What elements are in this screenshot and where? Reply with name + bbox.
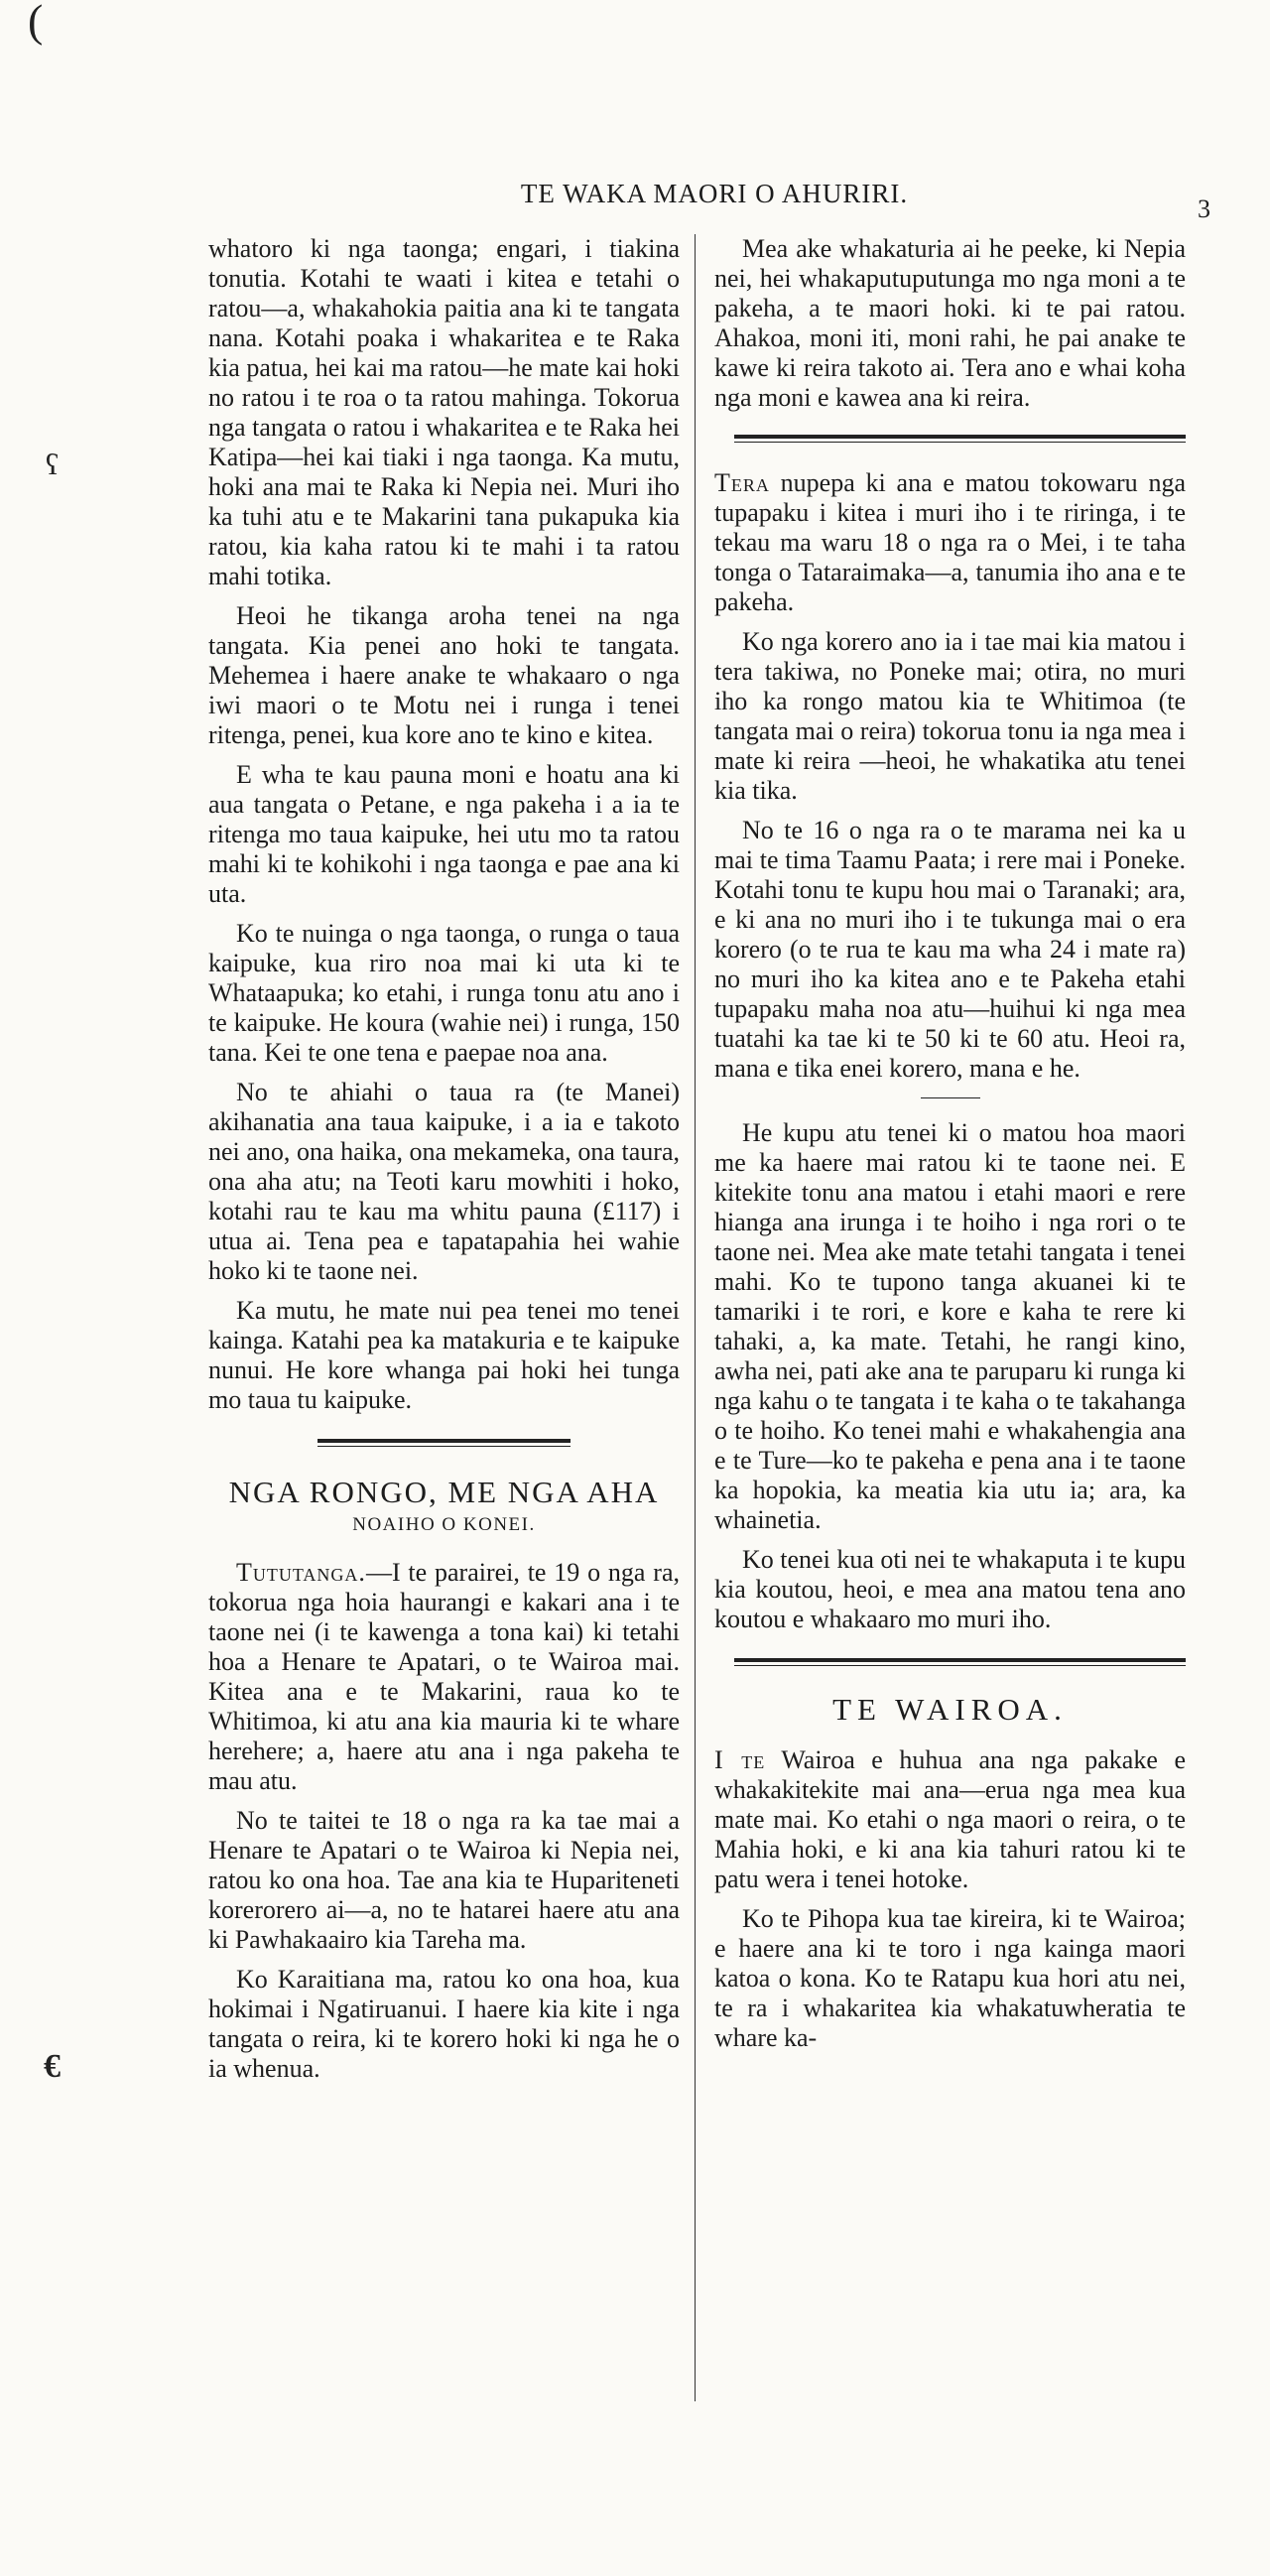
news-text: nupepa ki ana e matou tokowaru nga tupapaku i kitea i muri iho i te riringa, i te tekau ma waru 18 o nga ra o Mei, i te taha tonga o Tataraimaka—a, tanumia iho ana e te pakeha. bbox=[714, 468, 1186, 616]
news-item bbox=[714, 468, 1186, 617]
paragraph: Ko nga korero ano ia i tae mai kia matou i tera takiwa, no Poneke mai; otira, no muri iho ka rongo matou kia te Whitimoa (te tangata mai o reira) tokorua tonu ia nga mea i mate ki reira —heoi, he whakatika atu tenei kia tika. bbox=[714, 627, 1186, 805]
paragraph: Ko Karaitiana ma, ratou ko ona hoa, kua hokimai i Ngatiruanui. I haere kia kite i nga tangata o reira, ki te korero hoki ki nga he o ia whenua. bbox=[208, 1965, 680, 2083]
section-subtitle: NOAIHO O KONEI. bbox=[352, 1514, 536, 1535]
paragraph: Mea ake whakaturia ai he peeke, ki Nepia nei, hei whakaputuputunga mo nga moni a te pakeha, a te maori hoki. ki te pai ratou. Ahakoa, moni iti, moni rahi, he pai anake te kawe ki reira takoto ai. Tera ano e whai koha nga moni e kawea ana ki reira. bbox=[714, 234, 1186, 412]
section-rule bbox=[734, 435, 1186, 443]
margin-mark-bottom: € bbox=[44, 2048, 61, 2085]
margin-mark-top: ( bbox=[28, 0, 44, 46]
column-divider bbox=[695, 234, 696, 2401]
short-rule bbox=[921, 1097, 980, 1098]
lead-word: Tututanga. bbox=[236, 1558, 366, 1587]
running-head bbox=[208, 179, 1220, 222]
news-item bbox=[714, 1745, 1186, 1894]
paragraph: He kupu atu tenei ki o matou hoa maori me ka haere mai ratou ki te taone nei. E kitekite tonu ana matou i etahi maori e rere hianga ana irunga i te hoiho i nga rori o te taone nei. Mea ake mate tetahi tangata i tenei mahi. Ko te tupono tanga akuanei ki te tamariki i te rori, e kore e kaha te rere ki tahaki, a, ka mate. Tetahi, he rangi kino, awha nei, pati ake ana te paruparu ki runga ki nga kahu o te tangata i te kaha o te takahanga o te hoiho. Ko tenei mahi e whakahengia ana e te Ture—ko te pakeha e pena ana i te taone ka hopokia, ka meatia kia utu ia; ara, ka whainetia. bbox=[714, 1118, 1186, 1534]
section-rule bbox=[734, 1658, 1186, 1666]
lead-word: I te bbox=[714, 1745, 766, 1774]
lead-word: Tera bbox=[714, 468, 770, 497]
left-column bbox=[208, 234, 680, 2094]
section-title: NGA RONGO, ME NGA AHA bbox=[228, 1475, 660, 1509]
paragraph: Ko tenei kua oti nei te whakaputa i te kupu kia koutou, heoi, e mea ana matou tena ano koutou e whakaaro mo muri iho. bbox=[714, 1545, 1186, 1633]
page-title: TE WAKA MAORI O AHURIRI. bbox=[520, 179, 909, 208]
news-item bbox=[208, 1558, 680, 1796]
paragraph: E wha te kau pauna moni e hoatu ana ki aua tangata o Petane, e nga pakeha i a ia te ritenga mo taua kaipuke, hei utu mo ta ratou mahi ki te kohikohi i nga taonga e pae ana ki uta. bbox=[208, 760, 680, 908]
page-number: 3 bbox=[1198, 194, 1210, 223]
paragraph: No te taitei te 18 o nga ra ka tae mai a Henare te Apatari o te Wairoa ki Nepia nei, ratou ko ona hoa. Tae ana kia te Hupariteneti korerorero ai—a, no te hatarei haere atu ana ki Pawhakaairo kia Tareha ma. bbox=[208, 1806, 680, 1954]
section-title: TE WAIROA. bbox=[832, 1692, 1068, 1727]
paragraph: Ka mutu, he mate nui pea tenei mo tenei kainga. Katahi pea ka matakuria e te kaipuke nunui. He kore whanga pai hoki hei tunga mo taua tu kaipuke. bbox=[208, 1296, 680, 1414]
news-text: Wairoa e huhua ana nga pakake e whakakitekite mai ana—erua nga mea kua mate mai. Ko etahi o nga maori o reira, o te Mahia hoki, e ki ana kia tahuri ratou ki te patu wera i tenei hotoke. bbox=[714, 1745, 1186, 1893]
news-text: —I te parairei, te 19 o nga ra, tokorua nga hoia haurangi e kakari ana i te taone nei (i te kawenga a tona kai) ki tetahi hoa a Henare te Apatari, o te Wairoa mai. Kitea ana e te Makarini, raua ko te Whitimoa, ki atu ana kia mauria ki te whare herehere; a, haere atu ana i nga pakeha te mau atu. bbox=[208, 1558, 680, 1795]
paragraph: whatoro ki nga taonga; engari, i tiakina tonutia. Kotahi te waati i kitea e tetahi o ratou—a, whakahokia paitia ana ki te tangata nana. Kotahi poaka i whakaritea e te Raka kia patua, hei kai ma ratou—he mate kai hoki no ratou i te roa o ta ratou mahinga. Tokorua nga tangata o ratou i whakaritea e te Raka hei Katipa—hei kai tiaki i nga taonga. Ka mutu, hoki ana mai te Raka ki Nepia nei. Muri iho ka tuhi atu e te Makarini tana pukapuka kia ratou, kia kaha ratou ki te mahi i ta ratou mahi totika. bbox=[208, 234, 680, 590]
paragraph: No te ahiahi o taua ra (te Manei) akihanatia ana taua kaipuke, i a ia e takoto nei ano, ona haika, ona mekameka, ona taura, ona aha atu; na Teoti karu mowhiti i hoko, kotahi rau te kau ma whitu pauna (£117) i utua ai. Tena pea e tapatapahia hei wahie hoko ki te taone nei. bbox=[208, 1078, 680, 1285]
section-rule bbox=[318, 1439, 571, 1447]
paragraph: Ko te nuinga o nga taonga, o runga o taua kaipuke, kua riro noa mai ki uta ki te Whataapuka; ko etahi, i runga tonu atu ano i te kaipuke. He koura (wahie nei) i runga, 150 tana. Kei te one tena e paepae noa ana. bbox=[208, 919, 680, 1067]
margin-mark-middle: ʕ bbox=[46, 449, 60, 481]
paragraph: No te 16 o nga ra o te marama nei ka u mai te tima Taamu Paata; i rere mai i Poneke. Kotahi tonu te kupu hou mai o Taranaki; ara, e ki ana no muri iho i te tukunga mai o era korero (o te rua te kau ma wha 24 i mate ra) no muri iho ka kitea ano e te Pakeha etahi tupapaku maha noa atu—huihui ki nga mea tuatahi ka tae ki te 50 ki te 60 atu. Heoi ra, mana e tika enei korero, mana e he. bbox=[714, 816, 1186, 1083]
right-column bbox=[714, 234, 1186, 2063]
paragraph: Ko te Pihopa kua tae kireira, ki te Wairoa; e haere ana ki te toro i nga kainga maori katoa o kona. Ko te Ratapu kua hori atu nei, te ra i whakaritea kia whakatuwheratia te whare ka- bbox=[714, 1904, 1186, 2052]
paragraph: Heoi he tikanga aroha tenei na nga tangata. Kia penei ano hoki te tangata. Mehemea i haere anake te whakaaro o nga iwi maori o te Motu nei i runga i tenei ritenga, penei, kua kore ano te kino e kitea. bbox=[208, 601, 680, 749]
